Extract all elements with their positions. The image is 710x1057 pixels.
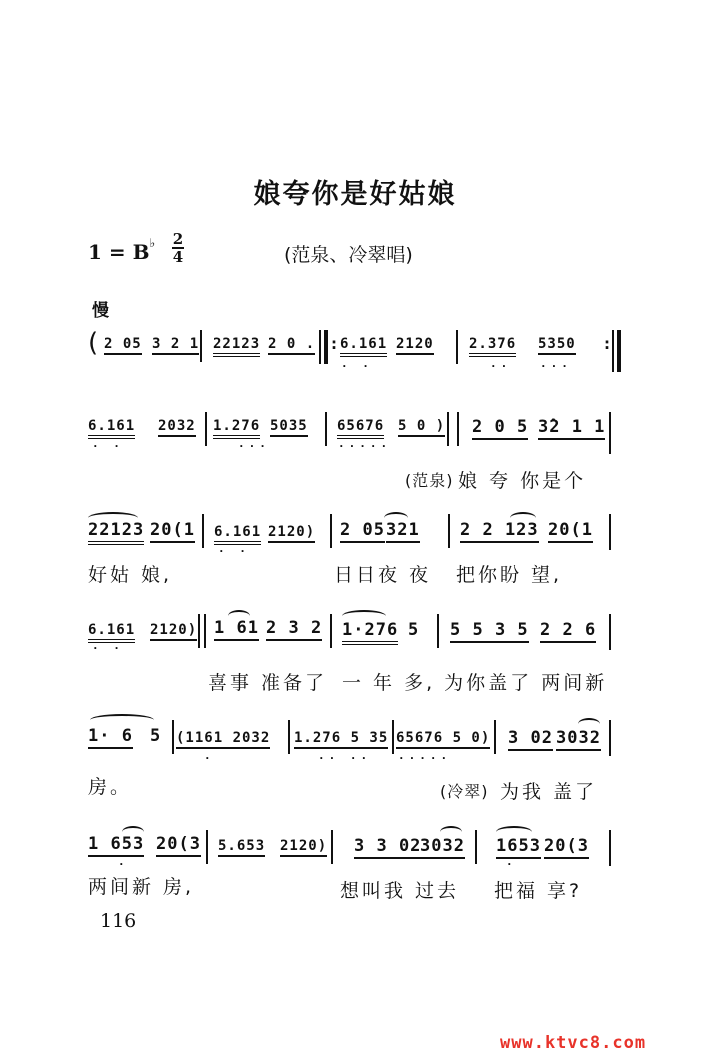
- measure-note: 2.376: [469, 336, 516, 357]
- page-number: 116: [100, 910, 137, 932]
- song-title: 娘夸你是好姑娘: [253, 179, 457, 210]
- barline: [392, 720, 394, 754]
- measure-note: 2032: [158, 418, 196, 437]
- measure-note: 20(1: [548, 520, 593, 543]
- measure-note: 1 61: [214, 618, 259, 641]
- key-main: 1 = B: [88, 240, 150, 264]
- key-signature: [88, 236, 156, 264]
- measure-note: (1161 2032: [176, 730, 270, 749]
- measure-note: 2120): [280, 838, 327, 857]
- octave-dots: · ·: [341, 360, 373, 373]
- lyric-line: 娘 夸 你是个: [458, 470, 587, 492]
- lyric-line: 把福 享?: [494, 880, 583, 902]
- barline: [447, 412, 449, 446]
- measure-note: 5: [150, 726, 162, 746]
- tie: [90, 714, 154, 726]
- measure-note: 2120: [396, 336, 434, 355]
- measure-note: 5350: [538, 336, 576, 355]
- barline: [609, 614, 611, 650]
- barline: [288, 720, 290, 754]
- barline: [448, 514, 450, 548]
- barline: [437, 614, 439, 648]
- lyric-line: 好姑 娘,: [88, 564, 173, 586]
- octave-dots: ·: [118, 858, 129, 871]
- barline: [609, 830, 611, 866]
- measure-note: 3 3 02: [354, 836, 421, 859]
- barline: [457, 412, 459, 446]
- octave-dots: · ·: [92, 440, 124, 453]
- measure-note: 2 05: [104, 336, 142, 355]
- barline: [205, 412, 207, 446]
- barline: [331, 830, 333, 864]
- time-bottom: 4: [172, 248, 184, 266]
- octave-dots: ·· ··: [318, 752, 372, 765]
- measure-note: 3032: [420, 836, 465, 859]
- barline: [204, 614, 206, 648]
- barline: [172, 720, 174, 754]
- lyric-line: 两间新 房,: [88, 876, 195, 898]
- octave-dots: · ·: [92, 642, 124, 655]
- measure-note: 3 2 1: [152, 336, 199, 355]
- barline: [609, 514, 611, 550]
- measure-note: 65676: [337, 418, 384, 439]
- measure-note: 2 05: [340, 520, 385, 543]
- barline: [330, 514, 332, 548]
- singers-credit: (范泉、冷翠唱): [284, 244, 413, 266]
- site-watermark: www.ktvc8.com: [500, 1033, 647, 1053]
- barline: [609, 720, 611, 756]
- octave-dots: ···: [238, 440, 270, 453]
- measure-note: 5.653: [218, 838, 265, 857]
- barline: [456, 330, 458, 364]
- measure-note: 2 2 123: [460, 520, 539, 543]
- measure-note: 321: [386, 520, 420, 543]
- measure-note: 5035: [270, 418, 308, 437]
- measure-note: 20(3: [544, 836, 589, 859]
- measure-note: 3 02: [508, 728, 553, 751]
- barline: [198, 614, 200, 648]
- measure-note: 1.276: [213, 418, 260, 439]
- measure-note: 20(1: [150, 520, 195, 543]
- measure-note: 5 5 3 5: [450, 620, 529, 643]
- octave-dots: ··: [490, 360, 512, 373]
- measure-note: 2 3 2: [266, 618, 322, 641]
- lyric-line: 想叫我 过去: [340, 880, 460, 902]
- octave-dots: ···: [540, 360, 572, 373]
- barline: [200, 330, 202, 362]
- lyric-line: 把你盼 望,: [456, 564, 563, 586]
- time-top: 2: [172, 230, 184, 248]
- measure-note: 5: [408, 620, 420, 640]
- measure-note: 2 0 5: [472, 417, 528, 440]
- barline: [206, 830, 208, 864]
- octave-dots: · ·: [218, 545, 250, 558]
- repeat-barline: [324, 330, 328, 364]
- singer-label: (范泉): [405, 471, 454, 490]
- measure-note: 1· 6: [88, 726, 133, 749]
- measure-note: 1.276 5 35: [294, 730, 388, 749]
- barline: [325, 412, 327, 446]
- measure-note: 2 2 6: [540, 620, 596, 643]
- octave-dots: ·: [204, 752, 215, 765]
- lyric-line: 一 年 多, 为你盖了 两间新: [342, 672, 608, 694]
- flat-sign: ♭: [149, 236, 156, 251]
- measure-note: 65676 5 0): [396, 730, 490, 749]
- repeat-dots: :: [331, 335, 337, 353]
- repeat-dots: :: [604, 335, 610, 353]
- measure-note: 3032: [556, 728, 601, 751]
- measure-note: 3̂2 1 1: [538, 417, 605, 440]
- lyric-line: 喜事 准备了: [208, 672, 328, 694]
- measure-note: 6.161: [214, 524, 261, 545]
- measure-note: 22123: [213, 336, 260, 357]
- open-paren: (: [88, 328, 99, 358]
- measure-note: 20(3: [156, 834, 201, 857]
- measure-note: 2 0 .: [268, 336, 315, 355]
- measure-note: 22123: [88, 520, 144, 545]
- measure-note: 2120): [150, 622, 197, 641]
- lyric-line: 为我 盖了: [500, 781, 598, 803]
- measure-note: 1653: [496, 836, 541, 859]
- octave-dots: ·····: [338, 440, 392, 453]
- octave-dots: ·····: [398, 752, 452, 765]
- tempo-marking: 慢: [92, 301, 109, 321]
- singer-label: (冷翠): [440, 782, 489, 801]
- measure-note: 6.161: [340, 336, 387, 357]
- barline: [494, 720, 496, 754]
- measure-note: 6.161: [88, 622, 135, 643]
- barline: [202, 514, 204, 548]
- lyric-line: 日日夜 夜: [334, 564, 432, 586]
- barline: [330, 614, 332, 648]
- barline: [475, 830, 477, 864]
- repeat-end-barline: [617, 330, 621, 372]
- octave-dots: ·: [506, 858, 517, 871]
- barline: [612, 330, 614, 372]
- lyric-line: 房。: [88, 776, 133, 798]
- measure-note: 6.161: [88, 418, 135, 439]
- measure-note: 1 653: [88, 834, 144, 857]
- time-signature: [172, 231, 184, 265]
- measure-note: 5 0 ): [398, 418, 445, 437]
- barline: [319, 330, 321, 364]
- measure-note: 1·276: [342, 620, 398, 645]
- barline: [609, 412, 611, 454]
- measure-note: 2120): [268, 524, 315, 543]
